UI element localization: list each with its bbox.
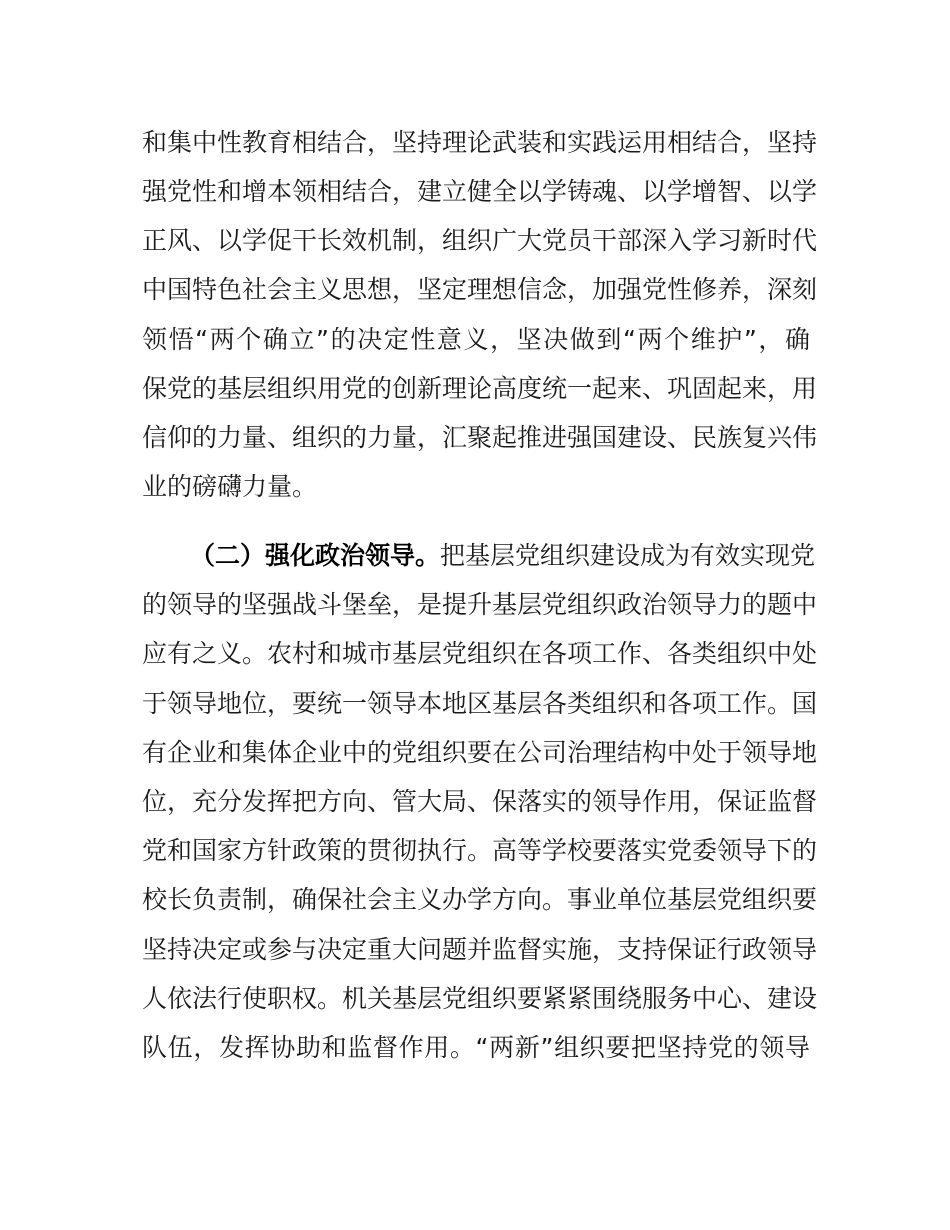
text-line: 业的磅礴力量。 xyxy=(142,472,318,501)
text-line: 有企业和集体企业中的党组织要在公司治理结构中处于领导地 xyxy=(142,738,818,767)
text-span: 把基层党组织建设成为有效实现党 xyxy=(440,541,816,570)
text-line: 队伍，发挥协助和监督作用。“两新”组织要把坚持党的领导 xyxy=(142,1033,810,1062)
paragraph-first-line xyxy=(190,531,816,581)
text-line: 强党性和增本领相结合，建立健全以学铸魂、以学增智、以学 xyxy=(142,177,818,206)
section-heading: （二）强化政治领导。 xyxy=(190,541,441,570)
text-line: 信仰的力量、组织的力量，汇聚起推进强国建设、民族复兴伟 xyxy=(142,423,818,452)
text-line: 中国特色社会主义思想，坚定理想信念，加强党性修养，深刻 xyxy=(142,275,818,304)
text-line: 坚持决定或参与决定重大问题并监督实施，支持保证行政领导 xyxy=(142,935,818,964)
text-line: 于领导地位，要统一领导本地区基层各类组织和各项工作。国 xyxy=(142,689,818,718)
text-line: 党和国家方针政策的贯彻执行。高等学校要落实党委领导下的 xyxy=(142,836,818,865)
text-line: 人依法行使职权。机关基层党组织要紧紧围绕服务中心、建设 xyxy=(142,984,818,1013)
text-line: 和集中性教育相结合，坚持理论武装和实践运用相结合，坚持 xyxy=(142,128,818,157)
text-line: 的领导的坚强战斗堡垒，是提升基层党组织政治领导力的题中 xyxy=(142,590,818,619)
text-line: 保党的基层组织用党的创新理论高度统一起来、巩固起来，用 xyxy=(142,374,818,403)
text-line: 校长负责制，确保社会主义办学方向。事业单位基层党组织要 xyxy=(142,885,818,914)
text-line: 位，充分发挥把方向、管大局、保落实的领导作用，保证监督 xyxy=(142,787,818,816)
text-line: 正风、以学促干长效机制，组织广大党员干部深入学习新时代 xyxy=(142,226,818,255)
text-line: 应有之义。农村和城市基层党组织在各项工作、各类组织中处 xyxy=(142,639,818,668)
text-line: 领悟“两个确立”的决定性意义，坚决做到“两个维护”，确 xyxy=(142,325,810,354)
